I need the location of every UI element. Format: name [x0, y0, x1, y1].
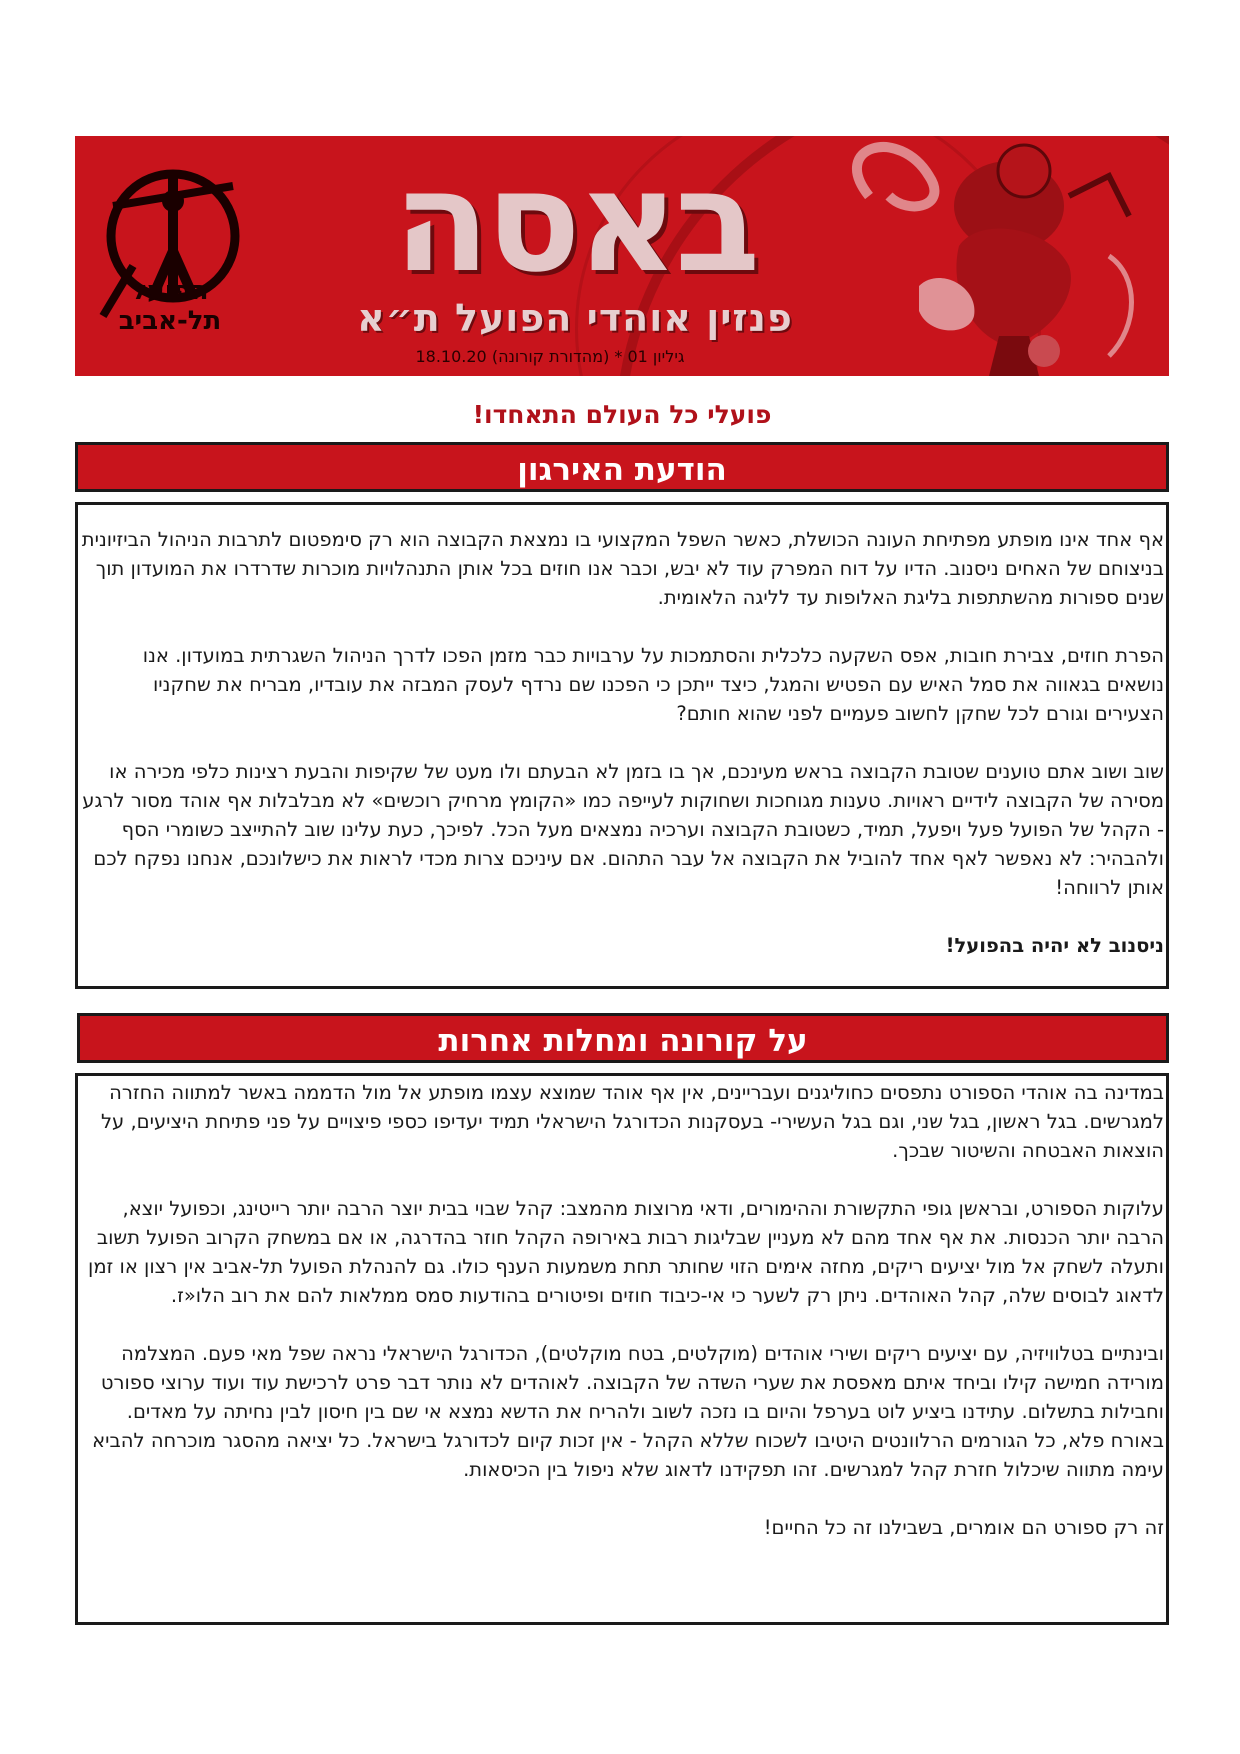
club-name-line1: הפועל [131, 276, 209, 306]
section2-closing: זה רק ספורט הם אומרים, בשבילנו זה כל החיים! [763, 1516, 1164, 1539]
section2-paragraph-2: עלוקות הספורט, ובראשן גופי התקשורת וההימורים, ודאי מרוצות מהמצב: קהל שבוי בבית יוצר הרבה יותר רייטינג, וכפועל יוצא, הרבה יותר הכנסות. את אף אחד מהם לא מעניין שבליגות רבות באירופה הקהל חוזר בהדרגה, או אם במשחק הקרוב הפועל תשוב ותעלה לשחק אל מול יציעים ריקים, מחזה אימים הזוי שחותר תחת משמעות הענף כולו. גם להנהלת הפועל תל-אביב אין רצון או זמן לדאוג לבוסים שלה, קהל האוהדים. ניתן רק לשער כי אי-כיבוד חוזים ופיטורים בהודעות סמס ממלאות להם את רוב הלו«ז. [88, 1197, 1164, 1307]
section1-paragraph-2: הפרת חוזים, צבירת חובות, אפס השקעה כלכלית והסתמכות על ערבויות כבר מזמן הפכו לדרך הניהול השגרתית במועדון. אנו נושאים בגאווה את סמל האיש עם הפטיש והמגל, כיצד ייתכן כי הפכנו שם נרדף לעסק המבזה את עובדיו, מבריח את שחקניו הצעירים וגורם לכל שחקן לחשוב פעמיים לפני שהוא חותם? [142, 644, 1164, 725]
slogan: פועלי כל העולם התאחדו! [472, 400, 772, 429]
section2-title: על קורונה ומחלות אחרות [77, 1013, 1169, 1063]
section1-paragraph-1: אף אחד אינו מופתע מפתיחת העונה הכושלת, כאשר השפל המקצועי בו נמצאת הקבוצה הוא רק סימפטום לתרבות הניהול הביזיונית בניצוחם של האחים ניסנוב. הדיו על דוח המפרק עוד לא יבש, וכבר אנו חוזים בכל אותן התנהלויות מוכרות שדרדרו את המועדון תוך שנים ספורות מהשתתפות בליגת האלופות עד לליגה הלאומית. [81, 528, 1164, 609]
masthead-subtitle: פנזין אוהדי הפועל ת״א [357, 296, 793, 340]
club-name [115, 276, 225, 336]
section2-body [75, 1073, 1169, 1625]
issue-line: גיליון 01 * (מהדורת קורונה) 18.10.20 [415, 347, 685, 366]
section1-paragraph-3: שוב ושוב אתם טוענים שטובת הקבוצה בראש מעינכם, אך בו בזמן לא הבעתם ולו מעט של שקיפות והבעת רצינות כלפי מכירה או מסירה של הקבוצה לידיים ראויות. טענות מגוחכות ושחוקות לעייפה כמו «הקומץ מרחיק רוכשים» לא מבלבלות אף אוהד מסור לרגע - הקהל של הפועל פעל ויפעל, תמיד, כשטובת הקבוצה וערכיה נמצאים מעל הכל. לפיכך, כעת עלינו שוב להתייצב כשומרי הסף ולהבהיר: לא נאפשר לאף אחד להוביל את הקבוצה אל עבר התהום. אם עיניכם צרות מכדי לראות את כישלונכם, אנחנו נפקח לכם אותן לרווחה! [82, 760, 1164, 899]
devil-illustration-icon [809, 136, 1169, 376]
club-name-line2: תל-אביב [118, 306, 222, 336]
section1-closing: ניסנוב לא יהיה בהפועל! [945, 934, 1164, 957]
section1-title: הודעת האירגון [75, 442, 1169, 492]
masthead-title: באסה [393, 141, 757, 304]
masthead-banner [75, 136, 1169, 376]
section1-body [75, 502, 1169, 989]
section2-paragraph-3: ובינתיים בטלוויזיה, עם יציעים ריקים ושירי אוהדים (מוקלטים, בטח מוקלטים), הכדורגל הישראלי נראה שפל מאי פעם. המצלמה מורידה חמישה קילו וביחד איתם מאפסת את שערי השדה של הקבוצה. לאוהדים לא נותר דבר פרט לרכישת עוד ועוד ערוצי ספורט וחבילות בתשלום. עתידנו ביציע לוט בערפל והיום בו נזכה לשוב ולהריח את הדשא נמצא אי שם בין חיסון לבין נחיתה על מאדים. באורח פלא, כל הגורמים הרלוונטים היטיבו לשכוח שללא הקהל - אין זכות קיום לכדורגל בישראל. כל יציאה מהסגר מוכרחה להביא עימה מתווה שיכלול חזרת קהל למגרשים. זהו תפקידנו לדאוג שלא ניפול בין הכיסאות. [92, 1342, 1164, 1481]
section2-paragraph-1: במדינה בה אוהדי הספורט נתפסים כחוליגנים ועבריינים, אין אף אוהד שמוצא עצמו מופתע אל מול הדממה באשר למתווה החזרה למגרשים. בגל ראשון, בגל שני, וגם בגל העשירי- בעסקנות הכדורגל הישראלי תמיד יעדיפו כספי פיצויים על פני פתיחת היציעים, על הוצאות האבטחה והשיטור שבכך. [100, 1081, 1164, 1162]
page [75, 136, 1169, 1625]
